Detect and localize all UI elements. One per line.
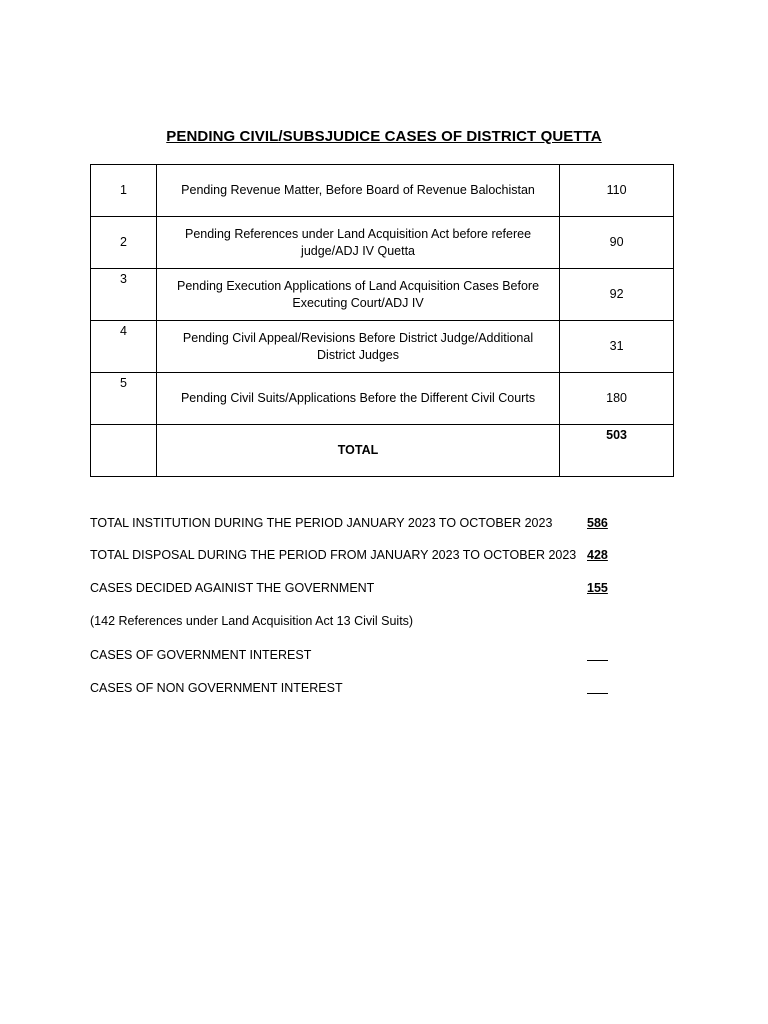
institution-value: 586 xyxy=(587,516,608,530)
total-label: TOTAL xyxy=(156,425,559,477)
total-value: 503 xyxy=(560,425,674,477)
row-description: Pending References under Land Acquisition Act before referee judge/ADJ IV Quetta xyxy=(156,217,559,269)
row-number: 1 xyxy=(91,165,157,217)
row-count: 90 xyxy=(560,217,674,269)
pending-cases-table xyxy=(90,164,674,477)
table-row xyxy=(91,373,674,425)
table-row xyxy=(91,217,674,269)
breakdown-note: (142 References under Land Acquisition Act 13 Civil Suits) xyxy=(90,614,414,628)
row-description: Pending Revenue Matter, Before Board of Revenue Balochistan xyxy=(156,165,559,217)
total-row xyxy=(91,425,674,477)
against-government-value: 155 xyxy=(587,581,608,595)
table-row xyxy=(91,269,674,321)
row-count: 31 xyxy=(560,321,674,373)
disposal-row xyxy=(90,548,630,566)
against-government-label: CASES DECIDED AGAINIST THE GOVERNMENT xyxy=(90,581,375,595)
row-count: 92 xyxy=(560,269,674,321)
row-number: 2 xyxy=(91,217,157,269)
non-government-interest-row xyxy=(90,681,630,699)
row-number: 3 xyxy=(91,269,157,321)
disposal-value: 428 xyxy=(587,548,608,562)
institution-row xyxy=(90,516,630,534)
row-count: 180 xyxy=(560,373,674,425)
against-government-row xyxy=(90,581,630,599)
non-government-interest-blank xyxy=(587,693,608,694)
table-row xyxy=(91,165,674,217)
row-description: Pending Civil Suits/Applications Before the Different Civil Courts xyxy=(156,373,559,425)
row-count: 110 xyxy=(560,165,674,217)
non-government-interest-label: CASES OF NON GOVERNMENT INTEREST xyxy=(90,681,343,695)
government-interest-row xyxy=(90,648,630,666)
row-description: Pending Execution Applications of Land Acquisition Cases Before Executing Court/ADJ IV xyxy=(156,269,559,321)
page-title: PENDING CIVIL/SUBSJUDICE CASES OF DISTRICT QUETTA xyxy=(166,128,602,145)
note-row xyxy=(90,614,630,632)
row-number: 5 xyxy=(91,373,157,425)
disposal-label: TOTAL DISPOSAL DURING THE PERIOD FROM JANUARY 2023 TO OCTOBER 2023 xyxy=(90,548,577,562)
institution-label: TOTAL INSTITUTION DURING THE PERIOD JANUARY 2023 TO OCTOBER 2023 xyxy=(90,516,553,530)
row-number: 4 xyxy=(91,321,157,373)
total-number-cell xyxy=(91,425,157,477)
row-description: Pending Civil Appeal/Revisions Before District Judge/Additional District Judges xyxy=(156,321,559,373)
government-interest-blank xyxy=(587,660,608,661)
government-interest-label: CASES OF GOVERNMENT INTEREST xyxy=(90,648,312,662)
table-row xyxy=(91,321,674,373)
